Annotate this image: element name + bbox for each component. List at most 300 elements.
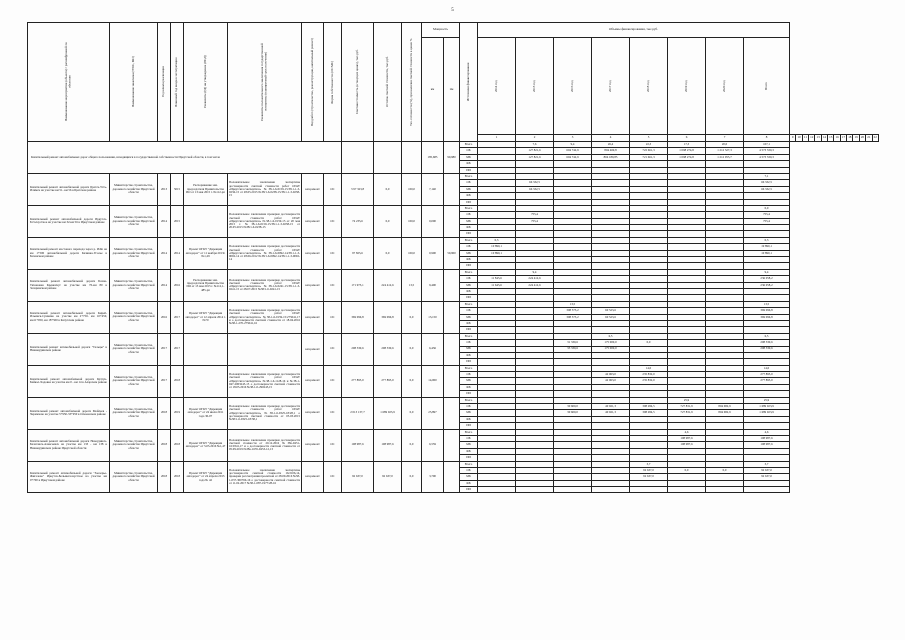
row-y2017: 60 523,6 [592,314,630,320]
row-y2015: 224 412,6 [516,282,554,288]
row-y2018: 235 832,0 [630,378,668,384]
row-y2016 [554,487,592,493]
row-expertise: Положительное заключение проверки достоверности сметной стоимости работ ОГАУ «Иркутскгосэкспертиза» №38-1-6-0325-18/28,1 о достоверности сметной стоимости от 05.03.2015 №38/1-6-0325-18/38,1 [228,397,302,429]
row-end-year: 2016 [171,269,184,301]
row-end-year: 2017 [171,333,184,365]
row-y2018: 0,0 [630,340,668,346]
row-total: 66 332,5 [744,186,790,192]
summary-pm: 90,980 [444,142,460,174]
row-work-type: кап.ремонт [302,301,324,333]
row-y2019: 25,9 [668,397,706,403]
row-source-label: Всего [460,365,478,371]
colnum-21: 21 [866,135,872,142]
row-power-km: 0,000 [422,205,444,237]
row-source-label: ИИ [460,423,478,429]
summary-y2018: 722 661,3 [630,148,668,154]
row-work-type: кап.ремонт [302,365,324,397]
th-year-2019: 2019 год [668,38,706,135]
th-power: Мощность [422,23,460,38]
row-cost: 3 97 323,8 [342,173,374,205]
row-source-label: ФБ [460,193,478,199]
row-expertise: Положительное заключение проверки достоверности сметной стоимости от 20.12.2016 №38а-0451-16/0341,17 и о достоверности сметной стоимости от 05.09.2019 №38а-1635-0453-12,13 [228,429,302,461]
row-ownership: ОС [324,205,342,237]
row-total: 277 895,0 [744,378,790,384]
row-source-label: ИИ [460,295,478,301]
summary-y2018: 22,3 [630,142,668,148]
row-source-label: МБ [460,186,478,192]
row-work-type: кап.ремонт [302,429,324,461]
row-power-km: 25,897 [422,397,444,429]
summary-y2019: 17,3 [668,142,706,148]
row-source-label: Всего [460,301,478,307]
summary-rest [374,142,402,174]
row-cost: 369 096,8 [342,301,374,333]
summary-title: Капитальный ремонт автомобильных дорог общего пользования, находящихся в государственной собственности Иркутской области, в том числе [28,142,342,174]
row-total: 9,4 [744,269,790,275]
row-total: 108 987,6 [744,442,790,448]
summary-y2020: 20,0 [706,142,744,148]
row-total: 14,0 [744,365,790,371]
row-name: Капитальный ремонт автомобильной дороги Бохан-Тихоновка Кременчуг на участке км 70-км 80 в Заларинском районе [28,269,110,301]
th-year-2014: 2014 год [478,38,516,135]
row-cost: 108 987,6 [342,429,374,461]
row-pd-requisites [184,365,228,397]
colnum-19: 19 [853,135,859,142]
row-y2020: 804 682,9 [706,404,744,410]
row-total: 208 330,6 [744,346,790,352]
row-readiness: 0,0 [402,301,422,333]
row-total: 92 637,0 [744,467,790,473]
row-source-label: ИИ [460,487,478,493]
row-y2014 [478,487,516,493]
colnum-18: 18 [847,135,853,142]
row-source-label: ОБ [460,404,478,410]
row-power-pm [444,429,460,461]
th-year-2015: 2015 год [516,38,554,135]
row-expertise: Положительное заключение проверки достоверности сметной стоимости работ ОГАУ «Иркутскгосэкспертиза» №38-1-6-0159-15/275041,17 и о достоверности сметной стоимости от 18.04.2016 №38-1-270-275041,16 [228,301,302,333]
row-readiness: 13,5 [402,269,422,301]
row-y2017: 42 063,0 [592,378,630,384]
row-name: Капитальный ремонт автомобильной дороги Иркутск-Б.Голоустное на участке км 32-км 56 в Иркутском районе [28,205,110,237]
row-total: 236 058,2 [744,282,790,288]
colnum-3: 3 [554,135,592,142]
row-cost: 97 825,6 [342,237,374,269]
row-total: 755,4 [744,212,790,218]
row-customer: Министерство строительства, дорожного хозяйства Иркутской области [110,269,158,301]
row-y2014: 11 645,6 [478,282,516,288]
table-head [28,23,879,142]
row-y2019: 0,0 [668,467,706,473]
row-start-year: 2017 [158,333,171,365]
summary-source-label: Всего [460,142,478,148]
row-rest-cost: 208 330,6 [374,333,402,365]
row-customer: Министерство строительства, дорожного хозяйства Иркутской области [110,237,158,269]
row-source-label: ОБ [460,435,478,441]
row-y2020: 0,0 [706,467,744,473]
row-power-km: 3,700 [422,461,444,493]
row-source-label: МБ [460,282,478,288]
row-source-label: ФБ [460,480,478,486]
row-pd-requisites: Проект ОГКУ "Дирекция автодорог" от 5.05.2016 №1,47 [184,429,228,461]
row-power-km: 14,000 [422,365,444,397]
row-y2017: 42 063,0 [592,372,630,378]
th-year-2018: 2018 год [630,38,668,135]
row-pd-requisites: Распоряжение зам. председателя Правительства ИО от 13 мая 2015 г. №112,1-485-рп [184,269,228,301]
summary-y2019: 1 098 274,8 [668,154,706,160]
row-y2017: 6,5 [592,333,630,339]
row-power-km: 13,150 [422,301,444,333]
budget-table [27,22,879,493]
row-ownership: ОС [324,429,342,461]
row-y2017: 40 921,3 [592,404,630,410]
row-total: 19 890,1 [744,244,790,250]
row-start-year: 2018 [158,429,171,461]
row-end-year: 2019 [171,397,184,429]
row-y2017: 60 523,6 [592,308,630,314]
colnum-2: 2 [516,135,554,142]
row-power-pm [444,365,460,397]
row-y2015: 755,4 [516,212,554,218]
row-y2018: 3,7 [630,461,668,467]
row-customer: Министерство строительства, дорожного хозяйства Иркутской области [110,365,158,397]
row-expertise: Положительное заключение проверки достоверности сметной стоимости работ ОГАУ «Иркутскгосэкспертиза» №38-1-6-1128-16 и №38-1-047-2003245-15 о достоверности сметной стоимости от 18.05.2016 №38-1-0-290245,15 [228,365,302,397]
row-total: 66 332,5 [744,180,790,186]
row-end-year: 2018 [171,429,184,461]
row-expertise: Положительное заключение экспертизы достоверности сметной стоимости 16/2106,14, проверки рассмотрения проектной от 28.09.2016 №38-1-037-300766-16 о достоверности сметной стоимости от 11.02.2017 №38-1-087-1977/28-16 [228,461,302,493]
th-ownership: Форма собственности (ОС/МС) [324,23,342,142]
row-rest-cost: 369 096,8 [374,301,402,333]
budget-table-container [27,22,879,493]
summary-y2015: 7,6 [516,142,554,148]
colnum-8: 8 [744,135,790,142]
row-work-type: кап.ремонт [302,333,324,365]
row-readiness: 0,0 [402,461,422,493]
row-start-year: 2016 [158,301,171,333]
row-customer: Министерство строительства, дорожного хозяйства Иркутской области [110,301,158,333]
summary-y2017: 26,4 [592,142,630,148]
row-source-label: ИИ [460,327,478,333]
row-cost: 208 330,6 [342,333,374,365]
row-source-label: ИИ [460,263,478,269]
row-readiness: 0,0 [402,365,422,397]
row-work-type: кап.ремонт [302,269,324,301]
row-rest-cost: 92 637,0 [374,461,402,493]
row-source-label: Всего [460,269,478,275]
row-total: 236 058,2 [744,276,790,282]
colnum-20: 20 [859,135,865,142]
row-total: 1 689 023,9 [744,410,790,416]
summary-y2018: 721 661,3 [630,154,668,160]
row-ownership: ОС [324,301,342,333]
row-y2018: 235 832,0 [630,372,668,378]
colnum-4: 4 [592,135,630,142]
row-y2018: 14,0 [630,365,668,371]
row-pd-requisites: Распоряжение зам. председателя Правительства ИО от 13 мая 2015 г. №112-рп [184,173,228,205]
row-total: 3,7 [744,461,790,467]
summary-y2016: 604 742,9 [554,148,592,154]
th-funding-volumes: Объемы финансирования, тыс.руб. [478,23,790,38]
colnum-22: 22 [872,135,879,142]
colnum-7: 7 [706,135,744,142]
row-end-year: 2014 [171,237,184,269]
summary-km: 185,685 [422,142,444,174]
row-readiness: 100,0 [402,205,422,237]
summary-total: 4 573 330,3 [744,154,790,160]
row-source-label: ИИ [460,231,478,237]
row-pd-requisites: Проект ОГКУ "Дирекция автодорог" от 12 апреля 2014 г. №70 [184,301,228,333]
row-y2016: 30 600,0 [554,404,592,410]
row-pd-requisites: Проект ОГКУ "Дирекция автодорог" от 24 апреля 2013 года № 42 [184,461,228,493]
row-name: Капитальный ремонт автомобильной дороги Култук-Байкал-Хадовка на участке км 0 - км 14 в Аларском районе [28,365,110,397]
row-source-label: ФБ [460,416,478,422]
row-source-label: ОБ [460,372,478,378]
colnum-1: 1 [478,135,516,142]
row-total: 277 895,0 [744,372,790,378]
row-total [744,487,790,493]
summary-y2017: 804 469,8 [592,148,630,154]
row-rest-cost: 1 689 023,9 [374,397,402,429]
summary-y2016: 604 742,9 [554,154,592,160]
row-power-km: 7,140 [422,173,444,205]
row-y2017: 175 000,0 [592,340,630,346]
row-start-year: 2018 [158,461,171,493]
summary-source-label: ОБ [460,148,478,154]
row-customer: Министерство строительства, дорожного хозяйства Иркутской области [110,173,158,205]
row-y2018: 308 284,5 [630,410,668,416]
row-y2015 [516,487,554,493]
row-total: 10 890,1 [744,250,790,256]
row-start-year: 2018 [158,397,171,429]
row-cost: 171 973,1 [342,269,374,301]
row-cost: 277 895,0 [342,365,374,397]
summary-y2015: 127 821,6 [516,148,554,154]
row-ownership: ОС [324,461,342,493]
row-readiness: 0,0 [402,429,422,461]
row-total: 4,6 [744,429,790,435]
row-source-label: ФБ [460,352,478,358]
row-total: 0,0 [744,205,790,211]
row-y2018: 308 284,5 [630,404,668,410]
row-ownership: ОС [324,173,342,205]
row-rest-cost: 0,0 [374,173,402,205]
row-power-pm [444,205,460,237]
row-power-km: 6,436 [422,333,444,365]
row-start-year: 2013 [158,173,171,205]
row-ownership: ОС [324,365,342,397]
row-expertise: Положительное заключение проверки достоверности сметной стоимости работ ОГАУ «Иркутскгосэкспертиза» №38-1-6-0159-15 от 20 мая 2015 г. №38-1-6-0159-15/38.1-1-3-0238-15 от 20.05.2015 №38/1-6-0238-15 [228,205,302,237]
row-y2016: 308 573,2 [554,314,592,320]
row-start-year: 2014 [158,269,171,301]
th-power-pm: пм [444,38,460,142]
row-total: 7,1 [744,173,790,179]
row-total: 25,9 [744,397,790,403]
row-ownership: ОС [324,269,342,301]
th-customer: Наименование заказчика (ГРБС, МО) [110,23,158,142]
row-rest-cost: 277 895,0 [374,365,402,397]
row-customer: Министерство строительства, дорожного хозяйства Иркутской области [110,397,158,429]
row-source-label: Всего [460,397,478,403]
row-y2019: 727 831,9 [668,404,706,410]
row-y2019: 108 987,6 [668,435,706,441]
row-name: Капитальный ремонт мостового перехода через р. Иdin на км 1+500 автомобильной дороги Качинка-Усолье в Боханском районе [28,237,110,269]
row-source-label: ИИ [460,391,478,397]
row-work-type: кап.ремонт [302,237,324,269]
colnum-10: 10 [796,135,802,142]
row-pd-requisites: Проект ОГКУ "Дирекция автодорог" от 11 ноября 2013г. №1,29 [184,237,228,269]
row-source-label: Всего [460,173,478,179]
colnum-13: 13 [815,135,821,142]
row-expertise: Положительное заключение экспертизы достоверности сметной стоимости работ ОГАУ «Иркутскгосэкспертиза» №38-1-6-0159-15/38.1-1-3-0236-15 от 28.05.2015 №38/1-6-0238-15/38.1-1-3-0238-15 [228,173,302,205]
row-source-label: ОБ [460,308,478,314]
th-power-km: км [422,38,444,142]
row-name: Капитальный ремонт автомобильной дороги Киреň-Ильинск-Сумкино на участке км 2+750- км 10+450, км11+950, км 18+500 в Качугском районе [28,301,110,333]
summary-source-label: МБ [460,154,478,160]
row-source-label: Всего [460,333,478,339]
row-pd-requisites [184,205,228,237]
colnum-15: 15 [828,135,834,142]
row-total: 369 096,8 [744,308,790,314]
row-y2014: 10 890,1 [478,244,516,250]
row-power-pm [444,269,460,301]
row-customer: Министерство строительства, дорожного хозяйства Иркутской области [110,429,158,461]
row-power-pm [444,301,460,333]
row-source-label: ФБ [460,257,478,263]
th-readiness: Тех. готовности (%), при наличии сметной стоимости в ценах % [402,23,422,142]
row-y2018 [630,487,668,493]
row-power-pm: 50,900 [444,237,460,269]
header-row-main [28,23,879,38]
row-source-label: МБ [460,474,478,480]
row-name: Капитальный ремонт автомобильной дороги "Заозерье-Жигалово" Иркутск-Большеголоустное на участке км 0+700 в Иркутском районе [28,461,110,493]
row-readiness: 0,0 [402,333,422,365]
th-year-2017: 2017 год [592,38,630,135]
row-y2017: 175 000,0 [592,346,630,352]
row-ownership: ОС [324,237,342,269]
th-total: Всего [744,38,790,135]
row-power-km: 6,559 [422,429,444,461]
colnum-9: 9 [790,135,796,142]
th-work-type: Вид работ (строительство, реконструкция, капитальный ремонт) [302,23,324,142]
table-body [28,142,879,493]
row-ownership: ОС [324,397,342,429]
summary-source-label: ФБ [460,161,478,167]
row-total: 92 637,0 [744,474,790,480]
colnum-14: 14 [821,135,827,142]
th-year-2016: 2016 год [554,38,592,135]
row-source-label: ОБ [460,467,478,473]
row-readiness: 0,0 [402,397,422,429]
row-name: Капитальный ремонт автомобильной дороги Мойлеев - Черемхово на участке 5+950-33+950 в Ольхонском районе [28,397,110,429]
row-source-label: ИИ [460,455,478,461]
row-total: 13,5 [744,301,790,307]
row-source-label: МБ [460,378,478,384]
row-source-label: Всего [460,429,478,435]
row-y2018: 92 637,0 [630,474,668,480]
th-funding-sources: Источники финансирования [460,23,478,142]
th-end-year: Плановый год ввода в эксплуатацию [171,23,184,142]
row-source-label: ОБ [460,340,478,346]
row-y2019 [668,487,706,493]
row-end-year: 2018 [171,365,184,397]
row-total: 369 096,8 [744,314,790,320]
summary-total: 4 573 330,3 [744,148,790,154]
row-source-label: ОБ [460,244,478,250]
row-start-year: 2017 [158,365,171,397]
row-source-label: ФБ [460,288,478,294]
row-y2015: 66 332,5 [516,180,554,186]
th-rest-cost: Остаток сметной стоимости, тыс.руб. [374,23,402,142]
row-cost: 2 013 137,7 [342,397,374,429]
row-y2015: 755,4 [516,218,554,224]
row-readiness: 100,0 [402,237,422,269]
row-power-pm [444,397,460,429]
row-work-type: кап.ремонт [302,173,324,205]
row-power-km: 9,400 [422,269,444,301]
colnum-16: 16 [834,135,840,142]
row-pd-requisites [184,333,228,365]
row-ownership: ОС [324,333,342,365]
row-work-type: кап.ремонт [302,205,324,237]
row-source-label: ОБ [460,276,478,282]
row-source-label: ФБ [460,448,478,454]
row-source-label: ИИ [460,359,478,365]
row-source-label: МБ [460,346,478,352]
row-y2017: 40 921,3 [592,410,630,416]
row-total: 0,3 [744,237,790,243]
row-source-label: ОБ [460,180,478,186]
row-y2015: 9,4 [516,269,554,275]
row-cost: 92 637,0 [342,461,374,493]
row-start-year: 2014 [158,237,171,269]
row-power-km: 0,900 [422,237,444,269]
row-y2017 [592,487,630,493]
row-end-year: 5015 [171,173,184,205]
row-start-year: 2014 [158,205,171,237]
th-name: Наименование мероприятия (объекта) с расшифровкой по объектам [28,23,110,142]
row-rest-cost: 0,0 [374,205,402,237]
row-source-label: Всего [460,237,478,243]
row-total: 1 689 023,9 [744,404,790,410]
summary-y2020: 1 212 055,7 [706,154,744,160]
row-power-pm [444,173,460,205]
summary-source-label: ИИ [460,167,478,173]
row-source-label: МБ [460,218,478,224]
row-expertise [228,333,302,365]
th-year-2020: 2020 год [706,38,744,135]
row-name: Капитальный ремонт автомобильной дороги "Тальцы" в Нижнеудинском районе [28,333,110,365]
row-source-label: МБ [460,442,478,448]
colnum-17: 17 [840,135,846,142]
th-pd-requisites: Реквизиты (РД) на утверждение (ПСД) [184,23,228,142]
summary-total: 107,1 [744,142,790,148]
row-y2016: 308 573,2 [554,308,592,314]
row-name: Капитальный ремонт автомобильной дороги Братск-Усть-Илимск на участке км 51- км 56 в Братском районе [28,173,110,205]
row-y2016: 33 330,6 [554,346,592,352]
row-work-type: кап.ремонт [302,397,324,429]
row-pd-requisites: Проект ОГКУ "Дирекция автодорог" от 24 июля 2011 года 30-07 [184,397,228,429]
colnum-5: 5 [630,135,668,142]
row-y2018: 92 637,0 [630,467,668,473]
th-cost: Сметная стоимость (в текущих ценах), тыс.руб. [342,23,374,142]
row-y2014: 11 845,6 [478,276,516,282]
row-name: Капитальный ремонт автомобильной дороги Новоудинск-Балаганск-Алексеевск на участке км 133 - км 138 в Нижнеудинском районе Иркутской области [28,429,110,461]
row-y2016: 30 600,0 [554,410,592,416]
row-source-label: ФБ [460,384,478,390]
row-y2019: 727 831,9 [668,410,706,416]
row-y2019: 108 987,6 [668,442,706,448]
row-cost: 74 235,6 [342,205,374,237]
row-power-pm [444,461,460,493]
